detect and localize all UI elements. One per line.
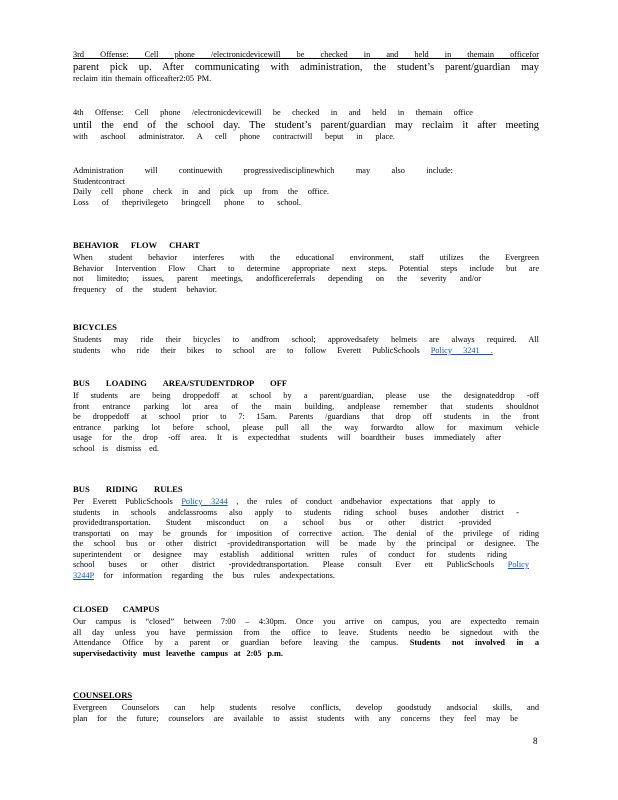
bus-riding-heading: BUS RIDING RULES [73, 484, 183, 494]
page-number: 8 [533, 736, 538, 746]
fourth-offense-line-3: with aschool administrator. A cell phone contractwill beput in place. [73, 131, 395, 141]
bicycles-line-1: Students may ride their bicycles to andfrom school; approvedsafety helmets are always required. All [73, 335, 539, 344]
bus-riding-line-8-text: for information regarding the bus rules andexpectations. [103, 570, 335, 580]
closed-campus-line-3 [73, 638, 539, 649]
bicycles-section [73, 322, 539, 356]
bus-riding-line-1 [73, 497, 495, 508]
bus-riding-line-7 [73, 560, 529, 571]
behavior-heading: BEHAVIOR FLOW CHART [73, 240, 200, 250]
policy-3244p-link-part-2[interactable]: 3244P [73, 570, 94, 580]
behavior-line-3: not limitedto; issues, parent meetings, andofficereferrals depending on the severity and/or [73, 274, 481, 283]
bus-riding-line-6: superintendent or designee may establish additional written rules of conduct for students riding [73, 549, 507, 559]
bus-riding-line-4: transportati on may be grounds for imposition of corrective action. The denial of the privilege of riding [73, 528, 539, 538]
closed-campus-line-1: Our campus is “closed” between 7:00 – 4:30pm. Once you arrive on campus, you are expectedto remain [73, 617, 539, 626]
third-offense-line-2: parent pick up. After communicating with administration, the student’s parent/guardian may [73, 61, 539, 73]
bus-loading-section [73, 378, 539, 454]
fourth-offense-line-1: 4th Offense: Cell phone /electronicdevicewill be checked in and held in themain office [73, 108, 473, 117]
bus-loading-line-6: school is dismiss ed. [73, 443, 159, 453]
bus-riding-line-3: providedtransportation. Student misconduct on a school bus or other district -provided [73, 518, 491, 527]
counselors-line-2: plan for the future; counselors are available to assist students with any concerns they feel may be [73, 713, 518, 723]
discipline-line-2: Studentcontract [73, 176, 126, 186]
bus-loading-line-5: usage for the drop -off area. It is expectedthat students will boardtheir buses immediately after [73, 433, 501, 442]
bus-riding-section [73, 484, 539, 581]
bus-loading-line-1: If students are being droppedoff at school by a parent/guardian, please use the designateddrop -off [73, 391, 539, 400]
counselors-heading: COUNSELORS [73, 690, 133, 700]
third-offense-line-1: 3rd Offense: Cell phone /electronicdevicewill be checked in and held in themain officefor [73, 50, 539, 59]
behavior-section [73, 240, 539, 295]
discipline-line-4: Loss of theprivilegeto bringcell phone to school. [73, 197, 301, 207]
bus-loading-heading: BUS LOADING AREA/STUDENTDROP OFF [73, 378, 288, 388]
closed-campus-line-2: all day unless you have permission from the office to leave. Students needto be signedout with the [73, 627, 539, 637]
bicycles-line-2 [73, 346, 539, 357]
discipline-paragraph [73, 166, 539, 208]
bus-riding-line-7-text: school buses or other district -providedtransportation. Please consult Ever ett PublicSchools [73, 560, 495, 569]
bus-loading-line-3: be droppedoff at school prior to 7: 15am. Parents /guardians that drop off students in the front [73, 412, 539, 421]
bus-loading-line-2: front entrance parking lot area of the main building, andplease remember that students shouldnot [73, 401, 539, 411]
closed-campus-line-3-text: Attendance Office by a parent or guardian before leaving the campus. [73, 638, 399, 647]
bicycles-line-2-text: students who ride their bikes to school are to follow Everett PublicSchools [73, 345, 420, 355]
discipline-line-3: Daily cell phone check in and pick up from the office. [73, 187, 329, 196]
bus-loading-line-4: entrance parking lot before school, please pull all the way forwardto allow for maximum vehicle [73, 422, 539, 432]
policy-3244-link[interactable]: Policy 3244 [181, 497, 228, 506]
bus-riding-line-1-pre: Per Everett PublicSchools [73, 497, 173, 506]
fourth-offense-line-2: until the end of the school day. The student’s parent/guardian may reclaim it after meeting [73, 119, 539, 131]
bicycles-heading: BICYCLES [73, 322, 117, 332]
bus-riding-line-2: students in schools andclassrooms also apply to students riding school buses andother district - [73, 507, 519, 517]
counselors-section [73, 690, 539, 724]
behavior-line-4: frequency of the student behavior. [73, 284, 217, 294]
bus-riding-line-5: the school bus or other district -providedtransportation will be made by the principal or designee. The [73, 539, 539, 548]
discipline-line-1: Administration will continuewith progressivedisciplinewhich may also include: [73, 166, 453, 175]
closed-campus-line-3-bold: Students not involved in a [409, 638, 539, 647]
third-offense-paragraph [73, 50, 539, 84]
third-offense-line-3: reclaim itin themain officeafter2:05 PM. [73, 73, 212, 83]
closed-campus-line-4: supervisedactivity must leavethe campus at 2:05 p.m. [73, 648, 283, 658]
counselors-line-1: Evergreen Counselors can help students resolve conflicts, develop goodstudy andsocial skills, and [73, 703, 539, 712]
bus-riding-line-1-post: , the rules of conduct andbehavior expectations that apply to [236, 497, 496, 506]
behavior-line-2: Behavior Intervention Flow Chart to determine appropriate next steps. Potential steps include but are [73, 263, 539, 273]
policy-3241-link[interactable]: Policy 3241 . [430, 345, 493, 355]
fourth-offense-paragraph [73, 108, 539, 142]
bus-riding-line-8 [73, 571, 335, 582]
behavior-line-1: When student behavior interferes with the educational environment, staff utilizes the Evergreen [73, 253, 539, 262]
closed-campus-section [73, 604, 539, 659]
closed-campus-heading: CLOSED CAMPUS [73, 604, 160, 614]
policy-3244p-link-part-1[interactable]: Policy [507, 560, 529, 569]
